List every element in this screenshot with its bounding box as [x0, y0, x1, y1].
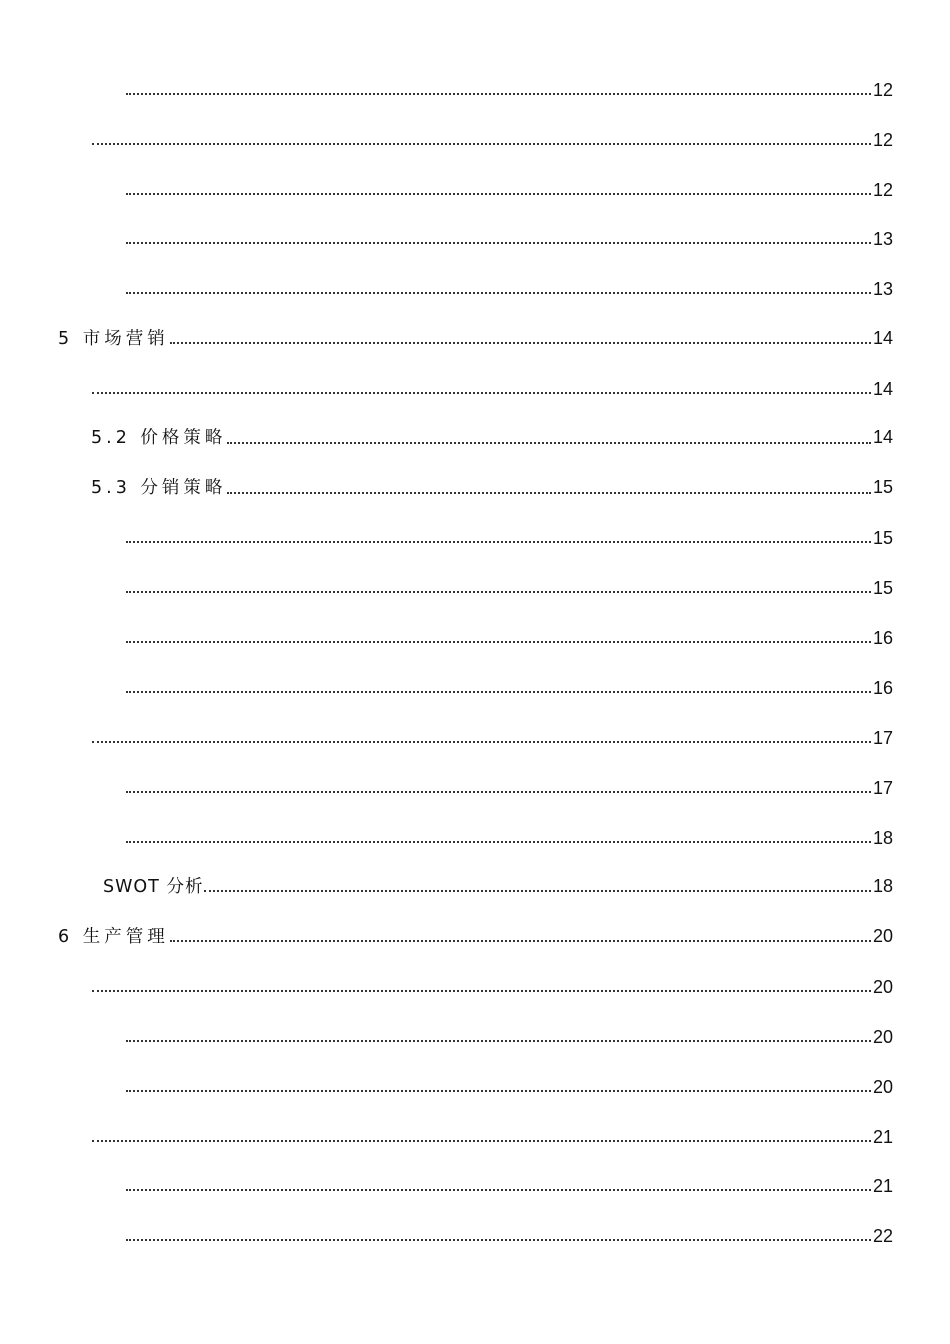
toc-page-number: 12 — [872, 179, 893, 200]
toc-dot-leader — [227, 442, 871, 444]
toc-entry-section[interactable] — [0, 461, 950, 511]
toc-entry[interactable] — [0, 760, 950, 810]
toc-dot-leader — [92, 990, 871, 992]
toc-dot-leader — [126, 242, 871, 244]
table-of-contents — [0, 62, 950, 1258]
toc-dot-leader — [126, 1239, 871, 1241]
toc-dot-leader — [126, 541, 871, 543]
toc-dot-leader — [126, 93, 871, 95]
toc-page-number: 16 — [872, 628, 893, 649]
toc-entry[interactable] — [0, 810, 950, 860]
toc-dot-leader — [126, 193, 871, 195]
toc-entry[interactable] — [0, 62, 950, 112]
toc-entry[interactable] — [0, 361, 950, 411]
toc-dot-leader — [126, 1040, 871, 1042]
toc-page-number: 20 — [872, 1076, 893, 1097]
toc-page-number: 21 — [872, 1126, 893, 1147]
toc-dot-leader — [126, 841, 871, 843]
toc-page-number: 14 — [872, 327, 893, 348]
toc-entry[interactable] — [0, 1159, 950, 1209]
toc-page-number: 13 — [872, 279, 893, 300]
toc-dot-leader — [126, 1189, 871, 1191]
toc-page-number: 13 — [872, 229, 893, 250]
toc-page-number: 16 — [872, 677, 893, 698]
toc-dot-leader — [227, 492, 871, 494]
toc-dot-leader — [92, 143, 871, 145]
toc-entry[interactable] — [0, 212, 950, 262]
toc-entry[interactable] — [0, 1208, 950, 1258]
toc-dot-leader — [92, 392, 871, 394]
toc-entry[interactable] — [0, 710, 950, 760]
toc-entry-title: SWOT 分析 — [103, 876, 204, 897]
toc-entry[interactable] — [0, 1009, 950, 1059]
toc-entry[interactable] — [0, 162, 950, 212]
toc-dot-leader — [92, 741, 871, 743]
toc-dot-leader — [170, 940, 871, 942]
toc-page-number: 20 — [872, 1026, 893, 1047]
toc-entry-title: 5.3 分销策略 — [91, 478, 227, 499]
toc-dot-leader — [92, 1140, 871, 1142]
toc-entry[interactable] — [0, 560, 950, 610]
toc-dot-leader — [126, 292, 871, 294]
toc-page-number: 15 — [872, 528, 893, 549]
toc-dot-leader — [204, 890, 871, 892]
toc-dot-leader — [126, 691, 871, 693]
toc-page-number: 14 — [872, 427, 893, 448]
toc-page-number: 22 — [872, 1226, 893, 1247]
toc-entry[interactable] — [0, 261, 950, 311]
toc-entry[interactable] — [0, 1109, 950, 1159]
toc-page-number: 15 — [872, 477, 893, 498]
toc-entry-section[interactable] — [0, 860, 950, 910]
toc-entry-title: 6 生产管理 — [58, 926, 169, 947]
toc-page-number: 12 — [872, 129, 893, 150]
toc-page-number: 17 — [872, 777, 893, 798]
toc-dot-leader — [126, 591, 871, 593]
toc-entry-chapter[interactable] — [0, 909, 950, 959]
toc-page-number: 20 — [872, 925, 893, 946]
toc-dot-leader — [170, 342, 871, 344]
toc-dot-leader — [126, 1090, 871, 1092]
toc-page-number: 21 — [872, 1176, 893, 1197]
toc-entry-title: 5 市场营销 — [58, 328, 169, 349]
toc-page-number: 18 — [872, 827, 893, 848]
toc-entry-section[interactable] — [0, 411, 950, 461]
toc-entry[interactable] — [0, 660, 950, 710]
toc-dot-leader — [126, 641, 871, 643]
toc-page-number: 20 — [872, 977, 893, 998]
toc-entry[interactable] — [0, 610, 950, 660]
toc-page-number: 15 — [872, 578, 893, 599]
toc-entry[interactable] — [0, 112, 950, 162]
toc-entry-chapter[interactable] — [0, 311, 950, 361]
toc-entry[interactable] — [0, 959, 950, 1009]
toc-entry[interactable] — [0, 511, 950, 561]
toc-entry-title: 5.2 价格策略 — [91, 428, 227, 449]
toc-dot-leader — [126, 791, 871, 793]
toc-page-number: 12 — [872, 79, 893, 100]
toc-page-number: 18 — [872, 875, 893, 896]
toc-entry[interactable] — [0, 1059, 950, 1109]
toc-page-number: 17 — [872, 727, 893, 748]
toc-page-number: 14 — [872, 378, 893, 399]
